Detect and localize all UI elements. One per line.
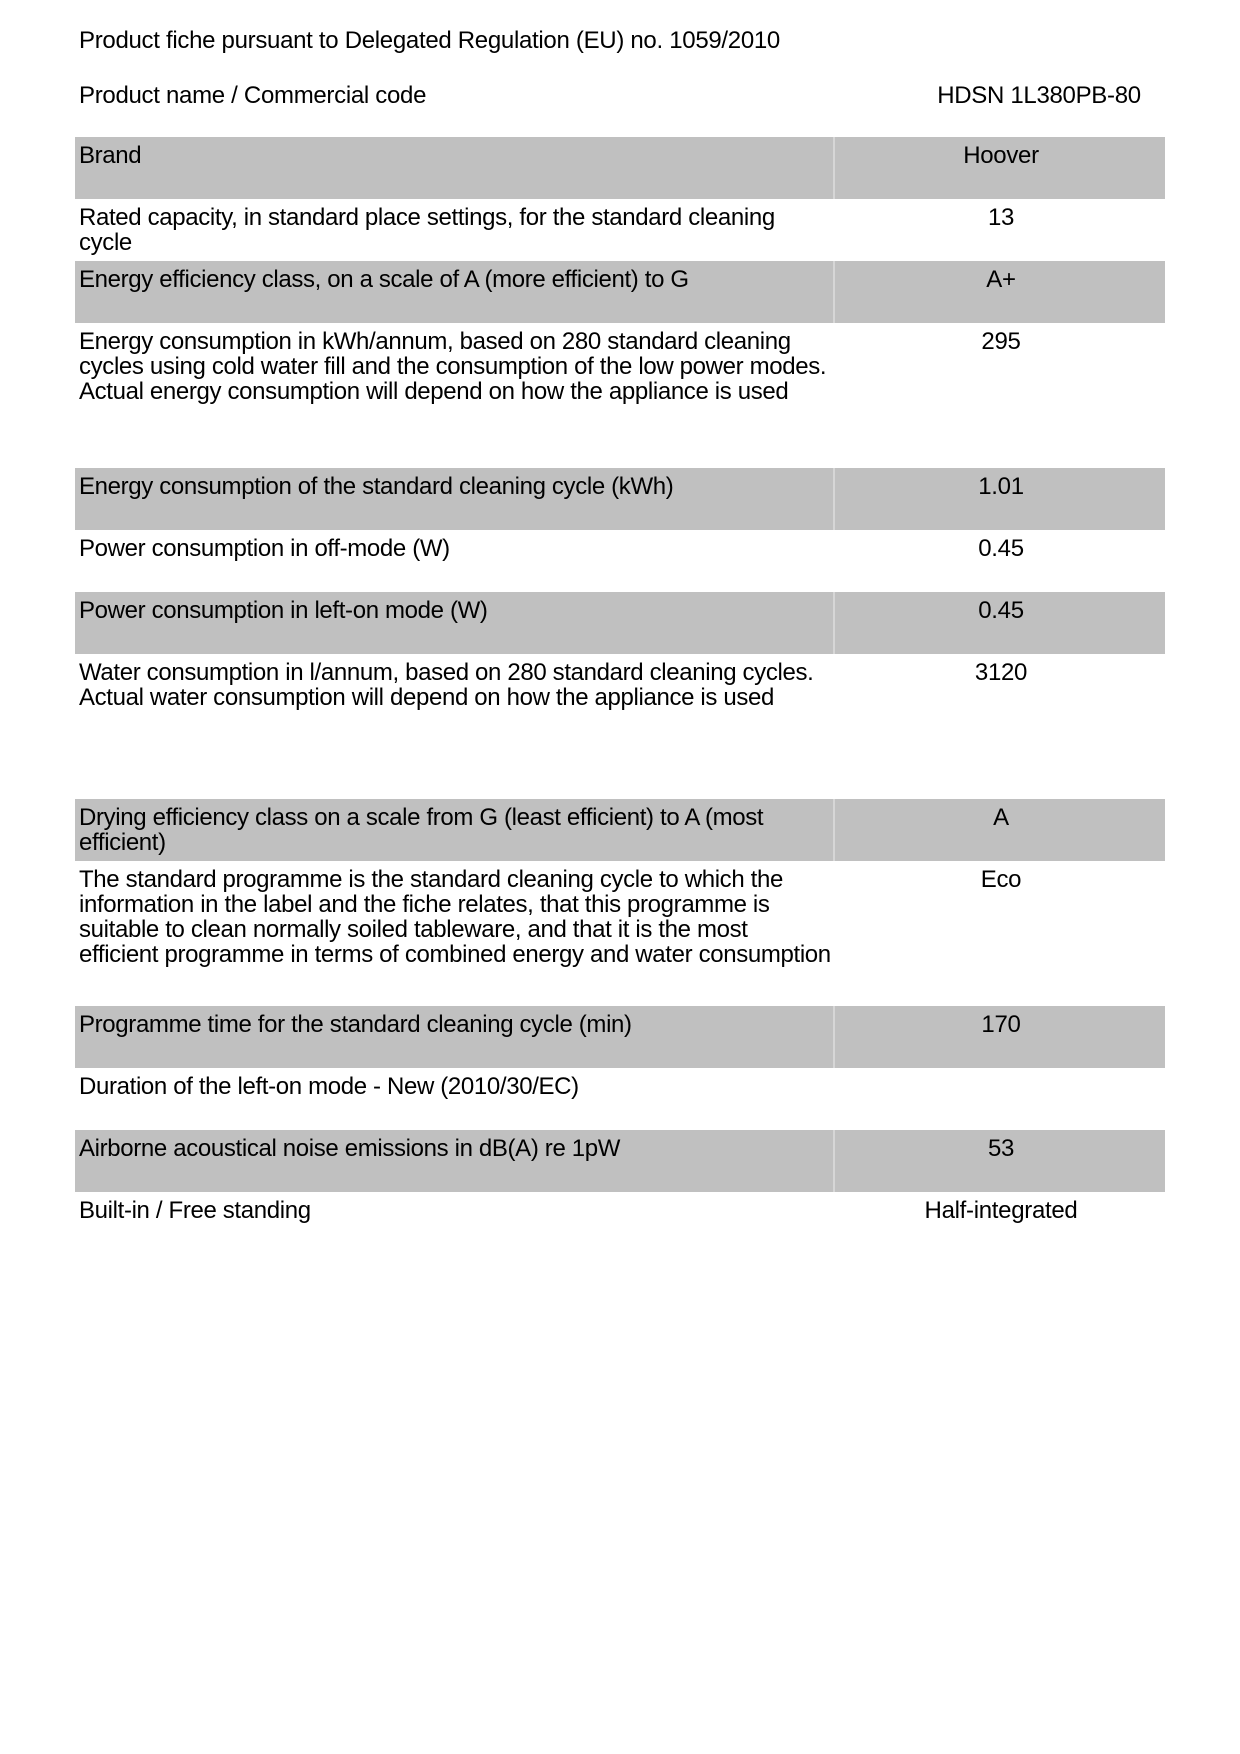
row-value: 3120 [974,659,1028,686]
row-label: Rated capacity, in standard place settings, for the standard cleaning cycle [79,204,775,256]
row-left-on-mode-duration [75,1068,1165,1130]
row-drying-efficiency-class [75,799,1165,861]
product-name-row [79,82,1165,110]
row-value: 0.45 [978,535,1024,562]
row-label: Power consumption in left-on mode (W) [75,592,835,654]
page-title: Product fiche pursuant to Delegated Regulation (EU) no. 1059/2010 [79,27,780,54]
product-name-value: HDSN 1L380PB-80 [937,82,1141,109]
row-label: Built-in / Free standing [79,1197,311,1224]
row-energy-efficiency-class [75,261,1165,323]
row-label: Energy consumption in kWh/annum, based on 280 standard cleaning cycles using cold water fill and the consumption of the low power modes. Actual energy consumption will depend on how the appliance is used [79,328,827,405]
row-programme-time [75,1006,1165,1068]
row-value: 1.01 [978,473,1024,500]
row-value: 295 [981,328,1021,355]
row-value: Hoover [963,142,1039,169]
row-standard-programme [75,861,1165,1006]
row-label: Brand [75,137,835,199]
row-label: Programme time for the standard cleaning cycle (min) [75,1006,835,1068]
row-label: Energy efficiency class, on a scale of A (more efficient) to G [75,261,835,323]
row-rated-capacity [75,199,1165,261]
row-label: The standard programme is the standard cleaning cycle to which the information in the label and the fiche relates, that this programme is suitable to clean normally soiled tableware, and that it is the most efficient programme in terms of combined energy and water consumption [79,866,831,968]
product-name-label: Product name / Commercial code [79,82,427,109]
row-value: 170 [981,1011,1021,1038]
row-value: 13 [987,204,1015,231]
row-value: 53 [987,1135,1015,1162]
row-value: A+ [986,266,1016,293]
row-label: Power consumption in off-mode (W) [79,535,450,562]
row-installation-type [75,1192,1165,1254]
row-annual-energy-consumption [75,323,1165,468]
row-label: Water consumption in l/annum, based on 280 standard cleaning cycles. Actual water consumption will depend on how the appliance is used [79,659,814,711]
row-label: Energy consumption of the standard cleaning cycle (kWh) [75,468,835,530]
row-off-mode-power [75,530,1165,592]
row-noise-emissions [75,1130,1165,1192]
row-label: Duration of the left-on mode - New (2010/30/EC) [79,1073,579,1100]
row-annual-water-consumption [75,654,1165,799]
row-value: 0.45 [978,597,1024,624]
row-value: Eco [980,866,1022,893]
row-value: A [993,804,1009,831]
row-left-on-mode-power [75,592,1165,654]
row-label: Airborne acoustical noise emissions in dB(A) re 1pW [75,1130,835,1192]
row-value: Half-integrated [924,1197,1078,1224]
row-value [837,1068,1165,1130]
row-label: Drying efficiency class on a scale from G (least efficient) to A (most efficient) [75,799,835,861]
product-fiche-table [75,137,1165,1254]
row-cycle-energy-consumption [75,468,1165,530]
row-brand [75,137,1165,199]
